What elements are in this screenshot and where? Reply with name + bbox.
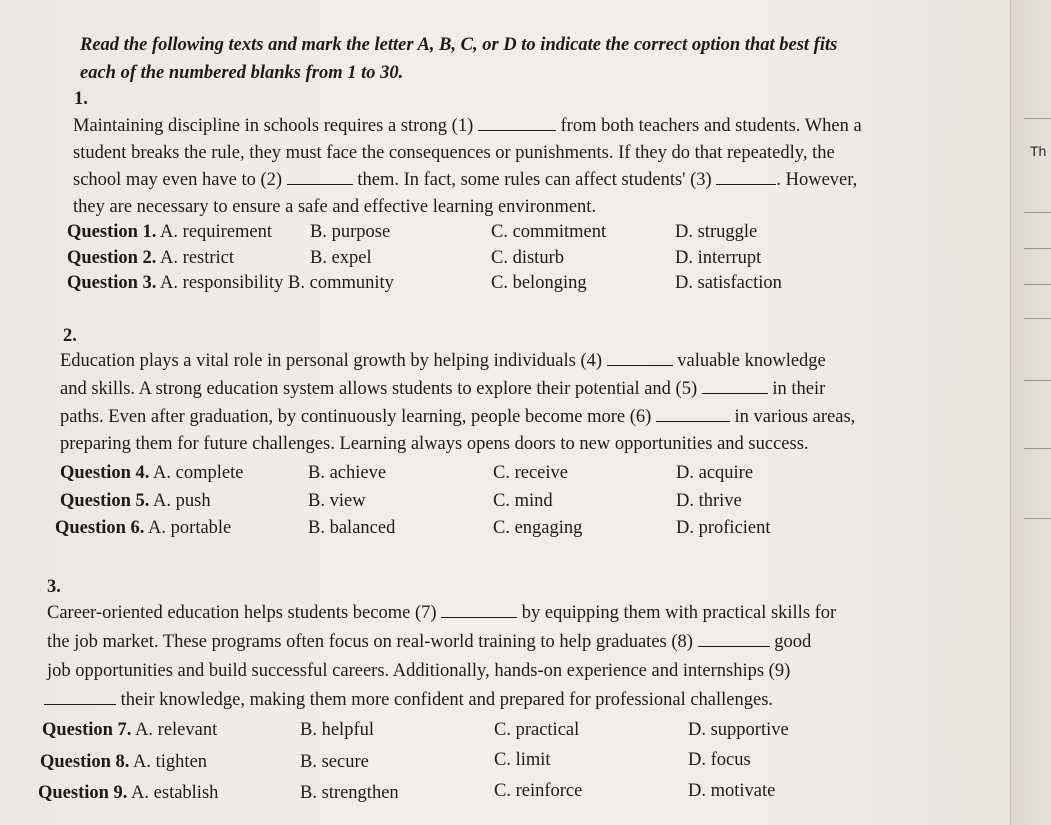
edge-rule — [1024, 318, 1051, 319]
blank-5[interactable] — [702, 379, 768, 394]
question-5 — [60, 490, 211, 512]
edge-rule — [1024, 212, 1051, 213]
option-a[interactable]: A. portable — [148, 518, 232, 538]
question-7 — [42, 719, 217, 741]
question-label: Question 6. — [55, 518, 145, 538]
option-b[interactable]: B. strengthen — [300, 783, 399, 803]
question-label: Question 3. — [67, 273, 157, 293]
edge-rule — [1024, 518, 1051, 519]
option-c[interactable]: C. limit — [494, 750, 551, 770]
option-c[interactable]: C. receive — [493, 463, 568, 483]
text: valuable knowledge — [677, 351, 826, 371]
question-8 — [40, 751, 207, 773]
text: paths. Even after graduation, by continuously learning, people become more (6) — [60, 407, 652, 427]
option-c[interactable]: C. mind — [493, 491, 553, 511]
text: Education plays a vital role in personal growth by helping individuals (4) — [60, 351, 603, 371]
text: the job market. These programs often focus on real-world training to help graduates (8) — [47, 632, 693, 652]
option-a[interactable]: A. tighten — [133, 752, 208, 772]
passage-3-line-2 — [47, 631, 811, 653]
instruction-line-1: Read the following texts and mark the letter A, B, C, or D to indicate the correct option that best fits — [80, 35, 838, 55]
question-1 — [67, 221, 272, 243]
option-d[interactable]: D. supportive — [688, 720, 789, 740]
blank-3[interactable] — [716, 170, 776, 185]
text: in their — [772, 379, 826, 399]
question-label: Question 1. — [67, 222, 157, 242]
option-c[interactable]: C. practical — [494, 720, 580, 740]
blank-4[interactable] — [607, 351, 673, 366]
question-label: Question 2. — [67, 248, 157, 268]
question-2 — [67, 247, 234, 269]
passage-3-number: 3. — [47, 577, 61, 597]
option-b[interactable]: B. view — [308, 491, 366, 511]
option-d[interactable]: D. motivate — [688, 781, 776, 801]
option-c[interactable]: C. engaging — [493, 518, 583, 538]
edge-rule — [1024, 380, 1051, 381]
passage-2-line-4: preparing them for future challenges. Learning always opens doors to new opportunities and success. — [60, 434, 809, 454]
question-label: Question 5. — [60, 491, 150, 511]
passage-1-line-3 — [73, 169, 857, 191]
text: their knowledge, making them more confident and prepared for professional challenges. — [120, 690, 774, 710]
option-a[interactable]: A. establish — [131, 783, 219, 803]
blank-8[interactable] — [698, 632, 770, 647]
text: in various areas, — [734, 407, 856, 427]
text: and skills. A strong education system allows students to explore their potential and (5) — [60, 379, 698, 399]
adjacent-page-edge — [1010, 0, 1051, 825]
option-a[interactable]: A. requirement — [160, 222, 273, 242]
option-a[interactable]: A. complete — [153, 463, 244, 483]
question-label: Question 9. — [38, 783, 128, 803]
text: them. In fact, some rules can affect students' (3) — [357, 170, 712, 190]
edge-rule — [1024, 284, 1051, 285]
passage-1-line-2: student breaks the rule, they must face the consequences or punishments. If they do that repeatedly, the — [73, 143, 835, 163]
edge-text: Th — [1030, 143, 1047, 159]
question-3 — [67, 272, 394, 294]
passage-2-line-2 — [60, 378, 825, 400]
option-c[interactable]: C. commitment — [491, 222, 607, 242]
text: by equipping them with practical skills for — [521, 603, 837, 623]
option-a[interactable]: A. push — [153, 491, 211, 511]
option-b[interactable]: B. community — [288, 273, 394, 293]
option-b[interactable]: B. helpful — [300, 720, 374, 740]
question-6 — [55, 517, 231, 539]
option-d[interactable]: D. acquire — [676, 463, 754, 483]
option-a[interactable]: A. restrict — [160, 248, 235, 268]
blank-7[interactable] — [441, 603, 517, 618]
passage-3-line-1 — [47, 602, 836, 624]
passage-3-line-3: job opportunities and build successful careers. Additionally, hands-on experience and internships (9) — [47, 661, 791, 681]
question-label: Question 7. — [42, 720, 132, 740]
option-c[interactable]: C. disturb — [491, 248, 564, 268]
passage-1-number: 1. — [74, 89, 88, 109]
option-d[interactable]: D. interrupt — [675, 248, 762, 268]
passage-3-line-4 — [44, 689, 773, 711]
question-4 — [60, 462, 243, 484]
question-label: Question 8. — [40, 752, 130, 772]
edge-rule — [1024, 248, 1051, 249]
blank-6[interactable] — [656, 407, 730, 422]
option-b[interactable]: B. secure — [300, 752, 369, 772]
text: good — [774, 632, 812, 652]
text: Career-oriented education helps students become (7) — [47, 603, 437, 623]
text: Maintaining discipline in schools requires a strong (1) — [73, 116, 474, 136]
option-d[interactable]: D. satisfaction — [675, 273, 782, 293]
edge-rule — [1024, 118, 1051, 119]
option-b[interactable]: B. achieve — [308, 463, 387, 483]
blank-9[interactable] — [44, 690, 116, 705]
passage-2-number: 2. — [63, 326, 77, 346]
option-a[interactable]: A. relevant — [135, 720, 218, 740]
edge-rule — [1024, 448, 1051, 449]
question-label: Question 4. — [60, 463, 150, 483]
option-c[interactable]: C. reinforce — [494, 781, 583, 801]
passage-1-line-1 — [73, 115, 862, 137]
option-b[interactable]: B. purpose — [310, 222, 391, 242]
passage-2-line-3 — [60, 406, 855, 428]
option-d[interactable]: D. thrive — [676, 491, 742, 511]
option-c[interactable]: C. belonging — [491, 273, 587, 293]
text: . However, — [776, 170, 858, 190]
question-9 — [38, 782, 218, 804]
option-a[interactable]: A. responsibility — [160, 273, 284, 293]
option-d[interactable]: D. struggle — [675, 222, 758, 242]
option-d[interactable]: D. focus — [688, 750, 751, 770]
blank-2[interactable] — [287, 170, 353, 185]
instruction-line-2: each of the numbered blanks from 1 to 30. — [80, 63, 404, 83]
option-b[interactable]: B. balanced — [308, 518, 396, 538]
text: from both teachers and students. When a — [560, 116, 862, 136]
passage-1-line-4: they are necessary to ensure a safe and effective learning environment. — [73, 197, 597, 217]
option-b[interactable]: B. expel — [310, 248, 372, 268]
text: school may even have to (2) — [73, 170, 283, 190]
option-d[interactable]: D. proficient — [676, 518, 771, 538]
blank-1[interactable] — [478, 116, 556, 131]
passage-2-line-1 — [60, 350, 826, 372]
